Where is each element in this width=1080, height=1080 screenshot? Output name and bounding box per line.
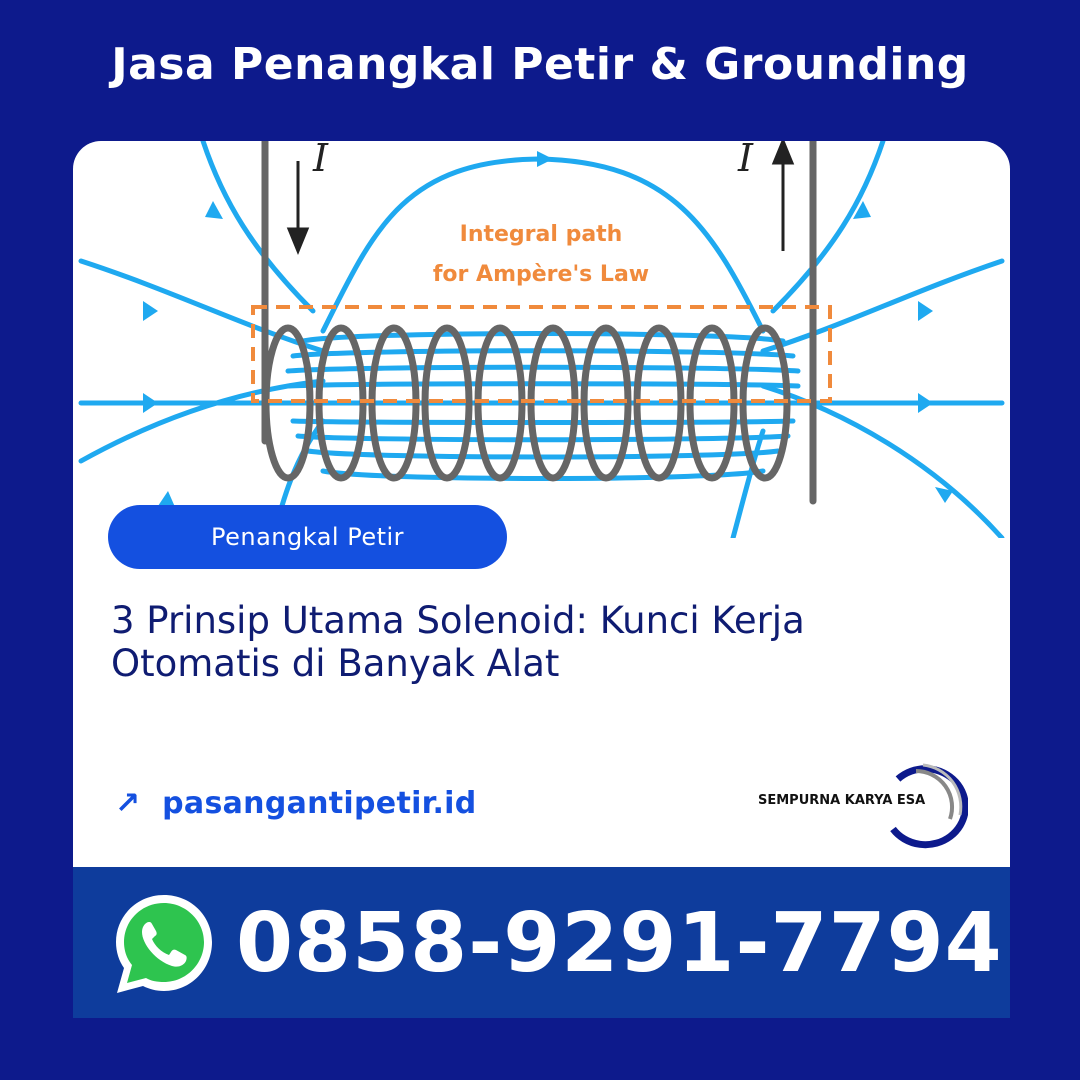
solenoid-illustration xyxy=(73,141,1010,538)
field-line-right-1 xyxy=(773,141,883,311)
current-arrow-left xyxy=(289,161,307,251)
field-line-right-3 xyxy=(763,386,1002,538)
contact-bar xyxy=(73,867,1010,1018)
whatsapp-icon[interactable] xyxy=(109,889,219,999)
website-url[interactable]: pasangantipetir.id xyxy=(162,785,477,821)
website-link[interactable] xyxy=(115,781,477,825)
brand-name: SEMPURNA KARYA ESA xyxy=(758,793,926,808)
current-label-right: I xyxy=(738,141,754,180)
field-line-right-2 xyxy=(763,261,1002,351)
solenoid-diagram xyxy=(73,141,1010,538)
article-card[interactable] xyxy=(73,141,1010,867)
annotation-line1: Integral path xyxy=(459,222,623,247)
category-badge[interactable]: Penangkal Petir xyxy=(108,505,507,569)
current-label-left: I xyxy=(313,141,329,180)
field-line-left-3 xyxy=(81,381,323,461)
article-title[interactable]: 3 Prinsip Utama Solenoid: Kunci Kerja Otomatis di Banyak Alat xyxy=(111,599,805,685)
brand-logo xyxy=(758,759,973,851)
brand-swoosh-icon xyxy=(868,759,968,851)
site-header-title: Jasa Penangkal Petir & Grounding xyxy=(111,39,969,90)
phone-number[interactable]: 0858-9291-7794 xyxy=(236,896,1003,991)
annotation-line2: for Ampère's Law xyxy=(432,262,650,287)
current-arrow-right xyxy=(774,141,792,251)
arrow-up-right-icon: ↗ xyxy=(115,785,141,821)
